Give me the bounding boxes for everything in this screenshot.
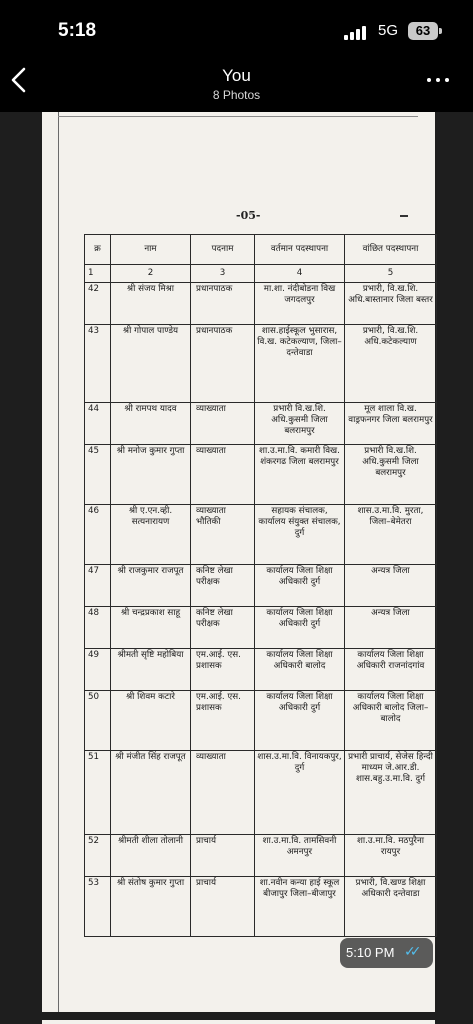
- cell-desired-posting: अन्यत्र जिला: [345, 565, 437, 607]
- cell-designation: व्याख्याता: [191, 403, 255, 445]
- cell-current-posting: कार्यालय जिला शिक्षा अधिकारी दुर्ग: [255, 565, 345, 607]
- table-row: [85, 505, 437, 565]
- column-number: 4: [255, 265, 345, 283]
- cell-serial: 48: [85, 607, 111, 649]
- cell-name: श्री मनोज कुमार गुप्ता: [111, 445, 191, 505]
- cell-desired-posting: मूल शाला वि.ख. वाड्रफनगर जिला बलरामपुर: [345, 403, 437, 445]
- cell-current-posting: शा.नवीन कन्या हाई स्कूल बीजापुर जिला–बीजापुर: [255, 877, 345, 937]
- cell-name: श्री गोपाल पाण्डेय: [111, 325, 191, 403]
- cell-desired-posting: प्रभारी प्राचार्य, सेजेस हिन्दी माध्यम जे.आर.डी. शास.बहु.उ.मा.वि. दुर्ग: [345, 751, 437, 835]
- cell-current-posting: कार्यालय जिला शिक्षा अधिकारी दुर्ग: [255, 691, 345, 751]
- cell-name: श्री मंजीत सिंह राजपूत: [111, 751, 191, 835]
- table-row: [85, 835, 437, 877]
- table-row: [85, 445, 437, 505]
- table-row: [85, 877, 437, 937]
- column-number: 1: [85, 265, 111, 283]
- document-page: [42, 112, 435, 1012]
- cell-desired-posting: अन्यत्र जिला: [345, 607, 437, 649]
- header-desired-posting: वांछित पदस्थापना: [345, 235, 437, 265]
- more-options-button[interactable]: [423, 68, 453, 92]
- photo-viewer[interactable]: [0, 112, 473, 1012]
- cell-desired-posting: प्रभारी, वि.ख.शि. अधि.बास्तानार जिला बस्तर: [345, 283, 437, 325]
- cell-current-posting: मा.शा. नंदीबोडना विख जगदलपुर: [255, 283, 345, 325]
- column-number: 5: [345, 265, 437, 283]
- page-border-line: [58, 116, 418, 117]
- header-current-posting: वर्तमान पदस्थापना: [255, 235, 345, 265]
- cell-designation: कनिष्ट लेखा परीक्षक: [191, 565, 255, 607]
- cell-serial: 47: [85, 565, 111, 607]
- cell-current-posting: शा.उ.मा.वि. कमारी विख. शंकरगढ जिला बलरामपुर: [255, 445, 345, 505]
- cell-current-posting: कार्यालय जिला शिक्षा अधिकारी बालोद: [255, 649, 345, 691]
- photo-count: 8 Photos: [212, 88, 261, 102]
- table-row: [85, 325, 437, 403]
- cell-name: श्री ए.एन.व्ही. सत्यनारायण: [111, 505, 191, 565]
- read-receipt-icon: ✓✓: [404, 944, 416, 960]
- cell-serial: 49: [85, 649, 111, 691]
- cell-serial: 42: [85, 283, 111, 325]
- table-row: [85, 283, 437, 325]
- cell-current-posting: शा.उ.मा.वि. तामसिवनी अमनपुर: [255, 835, 345, 877]
- cell-designation: एम.आई. एस. प्रशासक: [191, 649, 255, 691]
- status-time: 5:18: [58, 20, 97, 41]
- column-number: 3: [191, 265, 255, 283]
- page-border-line: [58, 112, 59, 1012]
- header-name: नाम: [111, 235, 191, 265]
- cell-designation: प्राचार्य: [191, 877, 255, 937]
- cell-designation: व्याख्याता: [191, 445, 255, 505]
- header-designation: पदनाम: [191, 235, 255, 265]
- page-number: -05-: [236, 209, 261, 222]
- network-type: 5G: [378, 22, 399, 39]
- cell-serial: 45: [85, 445, 111, 505]
- header-serial: क्र: [85, 235, 111, 265]
- cell-serial: 43: [85, 325, 111, 403]
- table-row: [85, 649, 437, 691]
- message-timestamp: [340, 938, 433, 968]
- cell-current-posting: शास.उ.मा.वि. विनायकपुर, दुर्ग: [255, 751, 345, 835]
- cell-designation: कनिष्ट लेखा परीक्षक: [191, 607, 255, 649]
- cell-desired-posting: प्रभारी, वि.ख.शि. अधि.कटेकल्याण: [345, 325, 437, 403]
- cell-designation: प्रधानपाठक: [191, 325, 255, 403]
- cell-desired-posting: प्रभारी वि.ख.शि. अधि.कुसमी जिला बलरामपुर: [345, 445, 437, 505]
- table-row: [85, 691, 437, 751]
- table-row: [85, 403, 437, 445]
- cell-name: श्री संजय मिश्रा: [111, 283, 191, 325]
- cell-designation: एम.आई. एस. प्रशासक: [191, 691, 255, 751]
- cell-current-posting: सहायक संचालक, कार्यालय संयुक्त संचालक, दुर्ग: [255, 505, 345, 565]
- cell-current-posting: शास.हाईस्कूल भुसारास, वि.ख. कटेकल्याण, जिला– दन्तेवाडा: [255, 325, 345, 403]
- table-row: [85, 565, 437, 607]
- cell-desired-posting: प्रभारी, वि.खण्ड शिक्षा अधिकारी दन्तेवाडा: [345, 877, 437, 937]
- cell-serial: 53: [85, 877, 111, 937]
- column-number-row: [85, 265, 437, 283]
- cell-desired-posting: शास.उ.मा.वि. मुरता, जिला–बेमेतरा: [345, 505, 437, 565]
- cell-name: श्रीमती शीला तोलानी: [111, 835, 191, 877]
- battery-tip: [439, 28, 442, 34]
- cell-serial: 52: [85, 835, 111, 877]
- cell-serial: 46: [85, 505, 111, 565]
- more-dot-icon: [427, 78, 431, 82]
- cell-desired-posting: कार्यालय जिला शिक्षा अधिकारी राजनांदगांव: [345, 649, 437, 691]
- cell-name: श्री शिवम कटारे: [111, 691, 191, 751]
- table-header-row: [85, 235, 437, 265]
- cell-current-posting: कार्यालय जिला शिक्षा अधिकारी दुर्ग: [255, 607, 345, 649]
- cell-name: श्री राजकुमार राजपूत: [111, 565, 191, 607]
- cell-name: श्री चन्द्रप्रकाश साहू: [111, 607, 191, 649]
- cell-serial: 50: [85, 691, 111, 751]
- table-row: [85, 607, 437, 649]
- transfer-table: [84, 234, 437, 937]
- cell-designation: प्राचार्य: [191, 835, 255, 877]
- timestamp-text: 5:10 PM: [346, 945, 395, 960]
- cell-designation: प्रधानपाठक: [191, 283, 255, 325]
- cell-current-posting: प्रभारी वि.ख.शि. अधि.कुसमी जिला बलरामपुर: [255, 403, 345, 445]
- table-row: [85, 751, 437, 835]
- cell-serial: 44: [85, 403, 111, 445]
- column-number: 2: [111, 265, 191, 283]
- cell-designation: व्याख्याता भौतिकी: [191, 505, 255, 565]
- signal-icon: [344, 24, 370, 40]
- cell-desired-posting: शा.उ.मा.वि. मठपुरैना रायपुर: [345, 835, 437, 877]
- cell-serial: 51: [85, 751, 111, 835]
- more-dot-icon: [445, 78, 449, 82]
- cell-desired-posting: कार्यालय जिला शिक्षा अधिकारी बालोद जिला–बालोद: [345, 691, 437, 751]
- next-photo-preview[interactable]: [0, 1012, 473, 1024]
- chat-title: You: [222, 66, 251, 85]
- battery-icon: 63: [408, 22, 438, 40]
- next-document-page: [42, 1020, 435, 1024]
- more-dot-icon: [436, 78, 440, 82]
- status-bar: [0, 0, 473, 58]
- cell-name: श्री रामपथ यादव: [111, 403, 191, 445]
- cell-name: श्रीमती सृष्टि महोबिया: [111, 649, 191, 691]
- nav-bar: [0, 58, 473, 112]
- cell-name: श्री संतोष कुमार गुप्ता: [111, 877, 191, 937]
- cell-designation: व्याख्याता: [191, 751, 255, 835]
- pen-mark: [400, 215, 408, 217]
